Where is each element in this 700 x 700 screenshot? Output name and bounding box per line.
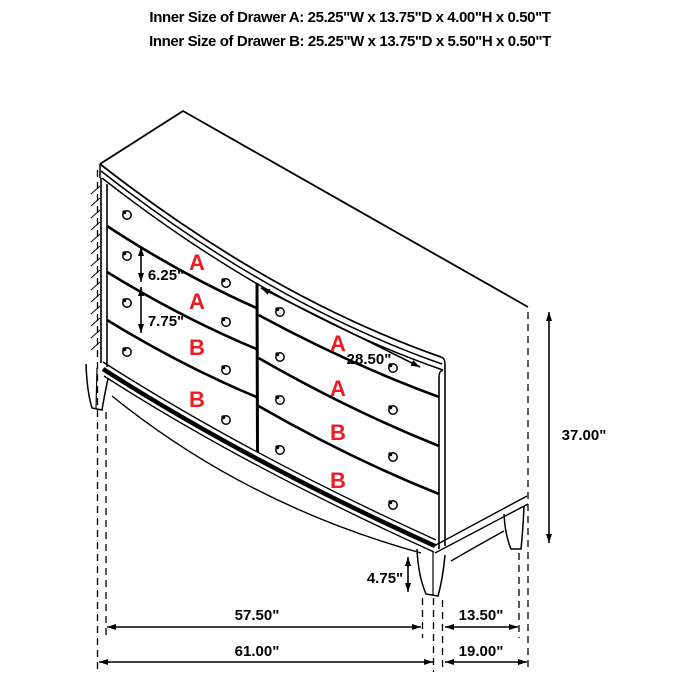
extension-lines [98,170,529,672]
dimension-label-drawer-b-height: 7.75" [147,313,185,330]
knob-icon [122,210,131,219]
knob-icon [122,347,131,356]
side-hatching [91,186,100,350]
drawer-letter: B [330,468,346,493]
drawer-column-left [107,226,257,397]
knob-icon [275,395,284,404]
knob-icon [388,405,397,414]
dimension-label-overall-height: 37.00" [561,427,607,444]
drawer-letter: A [330,331,346,356]
dimension-label-depth-between-legs: 13.50" [458,607,504,624]
dimension-width-between-legs [107,607,421,630]
knob-icon [122,298,131,307]
center-divider [257,283,258,452]
dimension-leg-height [367,557,411,592]
knob-icon [221,317,230,326]
knob-icon [221,415,230,424]
drawer-letter: B [189,335,205,360]
drawer-letter: B [330,420,346,445]
dimension-label-leg-height: 4.75" [366,570,404,587]
knob-icon [388,500,397,509]
dimension-label-overall-width: 61.00" [234,643,280,660]
dresser-side-panel [434,364,528,561]
dimension-label-drawer-a-height: 6.25" [147,267,185,284]
dimension-overall-height [546,312,606,543]
knob-icon [221,365,230,374]
dimension-drawer-a-height [138,247,184,284]
dresser-top [100,111,528,377]
knob-icon [388,452,397,461]
front-left-post [101,178,107,367]
dimension-label-width-between-legs: 57.50" [234,607,280,624]
knob-icon [221,278,230,287]
drawer-letter: A [330,376,346,401]
dimension-label-overall-depth: 19.00" [458,643,504,660]
dimension-depth-between-legs [445,607,518,630]
knob-icon [275,307,284,316]
back-right-leg [504,506,524,549]
base-and-legs [86,362,445,596]
drawer-a-spec-text: Inner Size of Drawer A: 25.25"W x 13.75"D x 4.00"H x 0.50"T [149,9,551,26]
dimension-overall-depth [445,643,527,665]
side-apron-arch [451,531,504,561]
front-right-leg [417,549,445,596]
dimension-label-drawer-width: 28.50" [346,351,392,368]
knob-icon [275,445,284,454]
knob-icon [275,352,284,361]
knob-icon [122,251,131,260]
drawer-letter: A [189,250,205,275]
drawer-letter: B [189,387,205,412]
drawer-letter: A [189,289,205,314]
drawer-b-spec-text: Inner Size of Drawer B: 25.25"W x 13.75"D x 5.50"H x 0.50"T [149,33,551,50]
dimension-overall-width [99,643,433,665]
